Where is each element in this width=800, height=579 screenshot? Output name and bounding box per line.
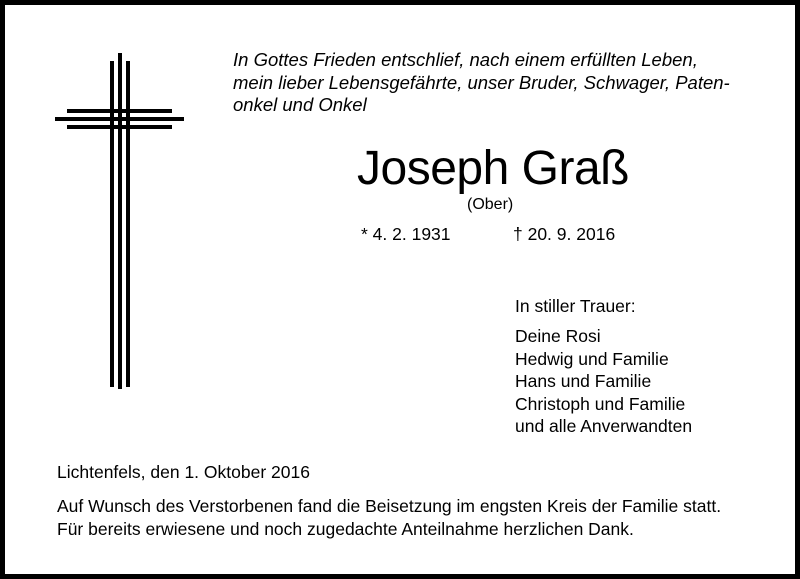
intro-line: onkel und Onkel [233,94,367,115]
mourner-item: Christoph und Familie [515,393,686,414]
intro-line: mein lieber Lebensgefährte, unser Bruder, Schwager, Paten- [233,71,730,93]
closing-line: Für bereits erwiesene und noch zugedachte Anteilnahme herzlichen Dank. [57,518,634,539]
intro-line: In Gottes Frieden entschlief, nach einem erfüllten Leben, [233,49,698,70]
deceased-name: Joseph Graß [357,142,629,195]
mourner-item: Hans und Familie [515,371,652,391]
closing-text [57,495,721,540]
cross-icon [53,53,188,389]
birth-date: * 4. 2. 1931 [361,224,451,244]
mourner-item: Deine Rosi [515,326,601,346]
mourner-item: und alle Anverwandten [515,416,693,436]
place-date: Lichtenfels, den 1. Oktober 2016 [57,462,310,482]
intro-text [233,49,773,117]
death-date: † 20. 9. 2016 [513,224,616,244]
closing-line: Auf Wunsch des Verstorbenen fand die Beisetzung im engsten Kreis der Familie statt. [57,496,722,516]
mourning-heading: In stiller Trauer: [515,296,636,316]
mourner-item: Hedwig und Familie [515,348,669,369]
maiden-note: (Ober) [467,196,514,213]
mourners-list [515,325,692,438]
